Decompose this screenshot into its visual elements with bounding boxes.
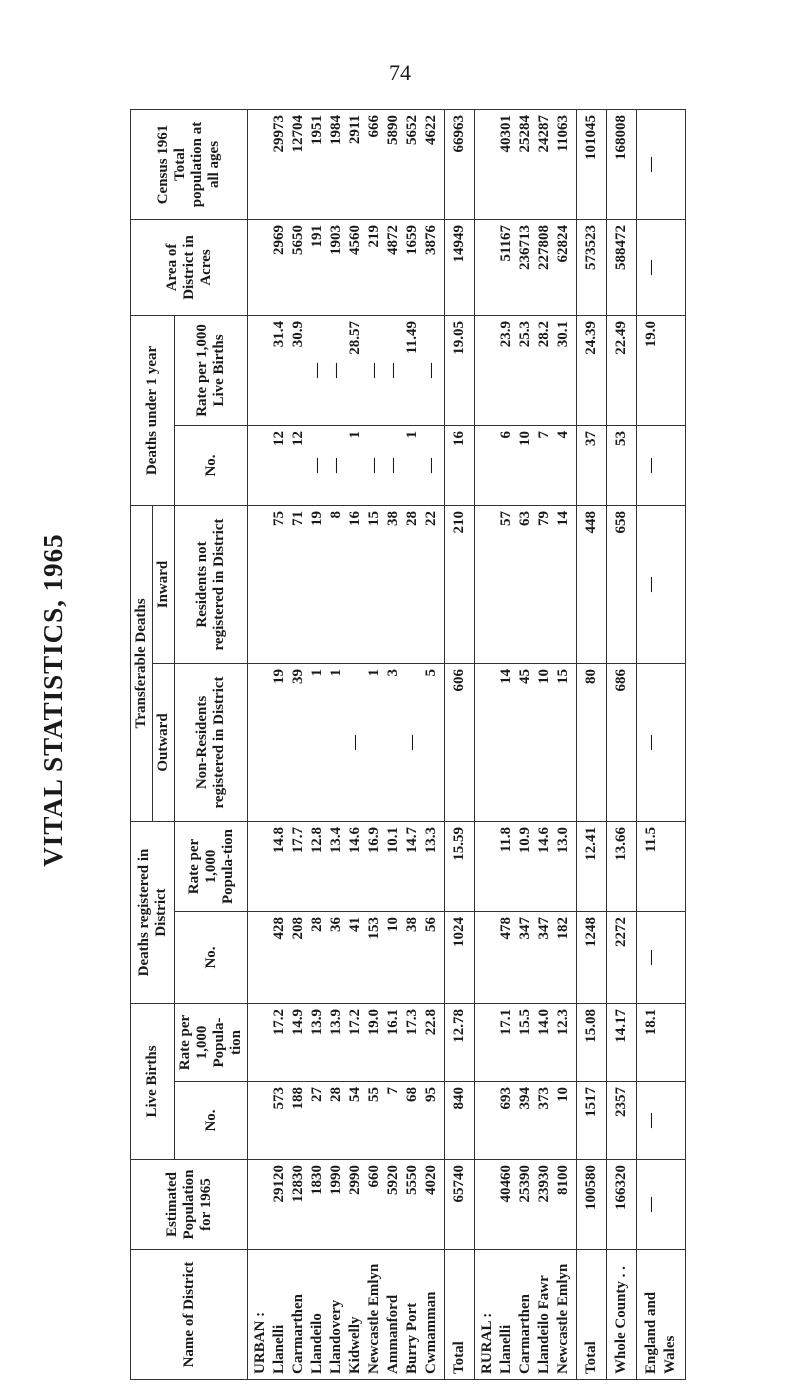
cell-value: —: [404, 734, 420, 750]
total-urban-dr-rate: 15.59: [445, 821, 475, 911]
cell-value: 10: [385, 917, 401, 932]
header-census: Census 1961 Total population at all ages: [131, 109, 248, 219]
cell-value: 8: [328, 510, 344, 519]
header-area: Area of District in Acres: [131, 219, 248, 315]
cell-value: 17.1: [498, 1009, 514, 1036]
cell-value: Ammanford: [385, 1294, 401, 1374]
rural-dr-rate: [475, 821, 577, 911]
cell-value: 8100: [555, 1165, 571, 1195]
cell-value: 62824: [555, 224, 571, 263]
cell-value: —: [423, 362, 439, 378]
cell-value: 428: [271, 917, 287, 940]
cell-value: 347: [536, 917, 552, 940]
rural-outward: [475, 663, 577, 821]
cell-value: 28: [328, 1087, 344, 1102]
header-transferable-deaths: Transferable Deaths: [131, 505, 153, 821]
cell-value: Newcastle Emlyn: [366, 1263, 382, 1374]
whole-county-label: Whole County . .: [607, 1250, 637, 1380]
cell-value: 54: [347, 1087, 363, 1102]
whole-county-dr-no: 2272: [607, 912, 637, 1004]
cell-value: 57: [498, 510, 514, 526]
urban-inf-no: [248, 425, 445, 505]
rural-census: [475, 109, 577, 219]
header-lb-rate: Rate per 1,000 Popula-tion: [175, 1004, 248, 1082]
whole-county-row: [607, 109, 637, 1379]
urban-est-pop: [248, 1160, 445, 1250]
cell-value: 30.9: [290, 320, 306, 348]
cell-value: 95: [423, 1087, 439, 1102]
cell-value: 14.0: [536, 1009, 552, 1036]
cell-value: —: [328, 457, 344, 473]
cell-value: 79: [536, 510, 552, 526]
total-urban-inward: 210: [445, 505, 475, 663]
urban-census: [248, 109, 445, 219]
cell-value: 5650: [290, 224, 306, 255]
cell-value: 2990: [347, 1165, 363, 1195]
rural-est-pop: [475, 1160, 577, 1250]
urban-row: [248, 109, 445, 1379]
cell-value: 13.0: [555, 826, 571, 854]
cell-value: 10: [555, 1087, 571, 1102]
cell-value: 2911: [347, 114, 363, 145]
cell-value: 55: [366, 1087, 382, 1102]
cell-value: —: [309, 457, 325, 473]
cell-value: 1659: [404, 224, 420, 255]
cell-value: 3: [385, 668, 401, 677]
cell-value: 208: [290, 917, 306, 940]
cell-value: 14: [498, 668, 514, 684]
rural-inf-no: [475, 425, 577, 505]
header-dr-no: No.: [175, 912, 248, 1004]
cell-value: 5890: [385, 114, 401, 145]
cell-value: 10.9: [517, 826, 533, 854]
page-number: 74: [389, 60, 411, 85]
cell-value: Llanelli: [271, 1324, 287, 1374]
total-rural-inf-no: 37: [577, 425, 607, 505]
total-rural-outward: 80: [577, 663, 607, 821]
cell-value: 11.49: [404, 320, 420, 354]
cell-value: Cwmamman: [423, 1291, 439, 1374]
cell-value: 373: [536, 1087, 552, 1110]
whole-county-est-pop: 166320: [607, 1160, 637, 1250]
rural-row: [475, 109, 577, 1379]
england-wales-dr-no: —: [637, 912, 686, 1004]
cell-value: 25.3: [517, 320, 533, 348]
cell-value: 28.57: [347, 320, 363, 355]
cell-value: 1903: [328, 224, 344, 255]
cell-value: 573: [271, 1087, 287, 1110]
england-wales-census: —: [637, 109, 686, 219]
cell-value: 63: [517, 510, 533, 526]
whole-county-census: 168008: [607, 109, 637, 219]
cell-value: —: [309, 362, 325, 378]
cell-value: 17.2: [271, 1009, 287, 1036]
cell-value: Burry Port: [404, 1302, 420, 1374]
cell-value: 7: [536, 430, 552, 439]
total-rural-label: Total: [577, 1250, 607, 1380]
section-label: URBAN :: [252, 1311, 268, 1374]
header-inf-no: No.: [175, 425, 248, 505]
cell-value: 24287: [536, 114, 552, 153]
total-rural-dr-rate: 12.41: [577, 821, 607, 911]
cell-value: Llandeilo: [309, 1313, 325, 1374]
whole-county-outward: 686: [607, 663, 637, 821]
cell-value: 19: [271, 668, 287, 684]
cell-value: 1990: [328, 1165, 344, 1195]
total-urban-dr-no: 1024: [445, 912, 475, 1004]
cell-value: —: [366, 362, 382, 378]
cell-value: 14.8: [271, 826, 287, 854]
cell-value: 15: [366, 510, 382, 526]
cell-value: 153: [366, 917, 382, 940]
cell-value: 15.5: [517, 1009, 533, 1036]
england-wales-est-pop: —: [637, 1160, 686, 1250]
whole-county-inf-rate: 22.49: [607, 315, 637, 425]
cell-value: 13.9: [309, 1009, 325, 1036]
cell-value: 1: [328, 668, 344, 677]
cell-value: —: [385, 457, 401, 473]
header-deaths-under-1: Deaths under 1 year: [131, 315, 175, 505]
cell-value: 660: [366, 1165, 382, 1188]
england-wales-lb-no: —: [637, 1082, 686, 1160]
cell-value: 191: [309, 224, 325, 248]
header-live-births: Live Births: [131, 1004, 175, 1160]
cell-value: 25390: [517, 1165, 533, 1203]
cell-value: 236713: [517, 224, 533, 270]
total-urban-label: Total: [445, 1250, 475, 1380]
whole-county-dr-rate: 13.66: [607, 821, 637, 911]
total-urban-area: 14949: [445, 219, 475, 315]
cell-value: 10: [517, 430, 533, 446]
whole-county-lb-no: 2357: [607, 1082, 637, 1160]
urban-area: [248, 219, 445, 315]
header-residents-not-registered: Residents not registered in District: [175, 505, 248, 663]
cell-value: 75: [271, 510, 287, 526]
cell-value: 4872: [385, 224, 401, 255]
cell-value: 12: [271, 430, 287, 446]
cell-value: Carmarthen: [517, 1294, 533, 1374]
urban-dr-rate: [248, 821, 445, 911]
cell-value: 29973: [271, 114, 287, 153]
cell-value: 38: [404, 917, 420, 932]
cell-value: 25284: [517, 114, 533, 153]
cell-value: 71: [290, 510, 306, 526]
total-rural-inward: 448: [577, 505, 607, 663]
urban-outward: [248, 663, 445, 821]
rural-lb-rate: [475, 1004, 577, 1082]
cell-value: 394: [517, 1087, 533, 1110]
cell-value: 51167: [498, 224, 514, 262]
rural-inf-rate: [475, 315, 577, 425]
cell-value: 3876: [423, 224, 439, 255]
cell-value: 4: [555, 430, 571, 439]
whole-county-area: 588472: [607, 219, 637, 315]
cell-value: 17.7: [290, 826, 306, 854]
england-wales-outward: —: [637, 663, 686, 821]
total-rural-row: [577, 109, 607, 1379]
cell-value: 27: [309, 1087, 325, 1102]
rural-lb-no: [475, 1082, 577, 1160]
cell-value: —: [366, 457, 382, 473]
cell-value: 7: [385, 1087, 401, 1095]
cell-value: Newcastle Emlyn: [555, 1263, 571, 1374]
cell-value: 13.9: [328, 1009, 344, 1036]
cell-value: 1951: [309, 114, 325, 145]
header-lb-no: No.: [175, 1082, 248, 1160]
cell-value: Llandovery: [328, 1299, 344, 1374]
rural-area: [475, 219, 577, 315]
urban-lb-no: [248, 1082, 445, 1160]
cell-value: 22.8: [423, 1009, 439, 1036]
cell-value: 36: [328, 917, 344, 932]
england-wales-inf-no: —: [637, 425, 686, 505]
total-urban-outward: 606: [445, 663, 475, 821]
cell-value: Llanelli: [498, 1324, 514, 1374]
header-inf-rate: Rate per 1,000 Live Births: [175, 315, 248, 425]
header-estimated-population: Estimated Population for 1965: [131, 1160, 248, 1250]
cell-value: 12.8: [309, 826, 325, 854]
cell-value: 12: [290, 430, 306, 446]
cell-value: 11063: [555, 114, 571, 152]
whole-county-inward: 658: [607, 505, 637, 663]
cell-value: 28.2: [536, 320, 552, 348]
cell-value: 38: [385, 510, 401, 526]
cell-value: 1: [347, 430, 363, 439]
cell-value: 19: [309, 510, 325, 526]
total-rural-dr-no: 1248: [577, 912, 607, 1004]
total-urban-est-pop: 65740: [445, 1160, 475, 1250]
cell-value: 45: [517, 668, 533, 684]
cell-value: 12.3: [555, 1009, 571, 1036]
cell-value: 219: [366, 224, 382, 248]
cell-value: 23930: [536, 1165, 552, 1203]
rural-dr-no: [475, 912, 577, 1004]
total-urban-inf-no: 16: [445, 425, 475, 505]
cell-value: 11.8: [498, 826, 514, 853]
total-rural-est-pop: 100580: [577, 1160, 607, 1250]
cell-value: 30.1: [555, 320, 571, 348]
cell-value: —: [328, 362, 344, 378]
cell-value: 17.2: [347, 1009, 363, 1036]
cell-value: —: [423, 457, 439, 473]
cell-value: 666: [366, 114, 382, 138]
section-label: RURAL :: [479, 1312, 495, 1374]
cell-value: 14.9: [290, 1009, 306, 1036]
cell-value: 188: [290, 1087, 306, 1110]
cell-value: 14: [555, 510, 571, 526]
rural-inward: [475, 505, 577, 663]
header-non-residents: Non-Residents registered in District: [175, 663, 248, 821]
cell-value: 4622: [423, 114, 439, 145]
whole-county-inf-no: 53: [607, 425, 637, 505]
cell-value: 28: [404, 510, 420, 526]
cell-value: 16.9: [366, 826, 382, 854]
cell-value: 5: [423, 668, 439, 677]
cell-value: Kidwelly: [347, 1316, 363, 1374]
cell-value: 5920: [385, 1165, 401, 1195]
total-urban-inf-rate: 19.05: [445, 315, 475, 425]
cell-value: —: [385, 362, 401, 378]
header-name: Name of District: [131, 1250, 248, 1380]
cell-value: 5550: [404, 1165, 420, 1195]
urban-inward: [248, 505, 445, 663]
cell-value: Llandeilo Fawr: [536, 1275, 552, 1374]
cell-value: Carmarthen: [290, 1294, 306, 1374]
cell-value: —: [347, 734, 363, 750]
total-rural-area: 573523: [577, 219, 607, 315]
cell-value: 10.1: [385, 826, 401, 854]
total-rural-census: 101045: [577, 109, 607, 219]
cell-value: 13.4: [328, 826, 344, 854]
england-wales-dr-rate: 11.5: [637, 821, 686, 911]
total-rural-lb-rate: 15.08: [577, 1004, 607, 1082]
cell-value: 19.0: [366, 1009, 382, 1036]
total-rural-inf-rate: 24.39: [577, 315, 607, 425]
cell-value: 14.6: [347, 826, 363, 854]
cell-value: 5652: [404, 114, 420, 145]
cell-value: 693: [498, 1087, 514, 1110]
cell-value: 68: [404, 1087, 420, 1102]
running-head: VITAL STATISTICS, 1965: [38, 533, 68, 867]
header-outward: Outward: [153, 663, 175, 821]
total-urban-census: 66963: [445, 109, 475, 219]
cell-value: 14.7: [404, 826, 420, 854]
total-urban-lb-no: 840: [445, 1082, 475, 1160]
cell-value: 1830: [309, 1165, 325, 1195]
cell-value: 29120: [271, 1165, 287, 1203]
cell-value: 17.3: [404, 1009, 420, 1036]
cell-value: 41: [347, 917, 363, 932]
cell-value: 40460: [498, 1165, 514, 1203]
urban-lb-rate: [248, 1004, 445, 1082]
cell-value: 13.3: [423, 826, 439, 854]
total-rural-lb-no: 1517: [577, 1082, 607, 1160]
cell-value: 22: [423, 510, 439, 526]
cell-value: 6: [498, 430, 514, 439]
cell-value: 12830: [290, 1165, 306, 1203]
england-wales-row: [637, 109, 686, 1379]
cell-value: 16.1: [385, 1009, 401, 1036]
total-urban-row: [445, 109, 475, 1379]
cell-value: 23.9: [498, 320, 514, 348]
cell-value: 4560: [347, 224, 363, 255]
cell-value: 10: [536, 668, 552, 684]
cell-value: 40301: [498, 114, 514, 153]
cell-value: 39: [290, 668, 306, 684]
cell-value: 28: [309, 917, 325, 932]
urban-inf-rate: [248, 315, 445, 425]
cell-value: 182: [555, 917, 571, 940]
header-inward: Inward: [153, 505, 175, 663]
cell-value: 1984: [328, 114, 344, 145]
header-dr-rate: Rate per 1,000 Popula-tion: [175, 821, 248, 911]
cell-value: 1: [309, 668, 325, 677]
england-wales-lb-rate: 18.1: [637, 1004, 686, 1082]
urban-names: [248, 1250, 445, 1380]
vital-statistics-table: [130, 110, 710, 1380]
cell-value: 31.4: [271, 320, 287, 348]
total-urban-lb-rate: 12.78: [445, 1004, 475, 1082]
cell-value: 1: [366, 668, 382, 677]
cell-value: 478: [498, 917, 514, 940]
rural-names: [475, 1250, 577, 1380]
cell-value: 16: [347, 510, 363, 526]
cell-value: 4020: [423, 1165, 439, 1195]
england-wales-inf-rate: 19.0: [637, 315, 686, 425]
header-deaths-registered: Deaths registered in District: [131, 821, 175, 1003]
england-wales-inward: —: [637, 505, 686, 663]
cell-value: 14.6: [536, 826, 552, 854]
england-wales-area: —: [637, 219, 686, 315]
cell-value: 1: [404, 430, 420, 439]
cell-value: 227808: [536, 224, 552, 270]
whole-county-lb-rate: 14.17: [607, 1004, 637, 1082]
cell-value: 15: [555, 668, 571, 684]
cell-value: 56: [423, 917, 439, 932]
cell-value: 2969: [271, 224, 287, 255]
cell-value: 12704: [290, 114, 306, 153]
urban-dr-no: [248, 912, 445, 1004]
england-wales-label: England and Wales: [637, 1250, 686, 1380]
cell-value: 347: [517, 917, 533, 940]
